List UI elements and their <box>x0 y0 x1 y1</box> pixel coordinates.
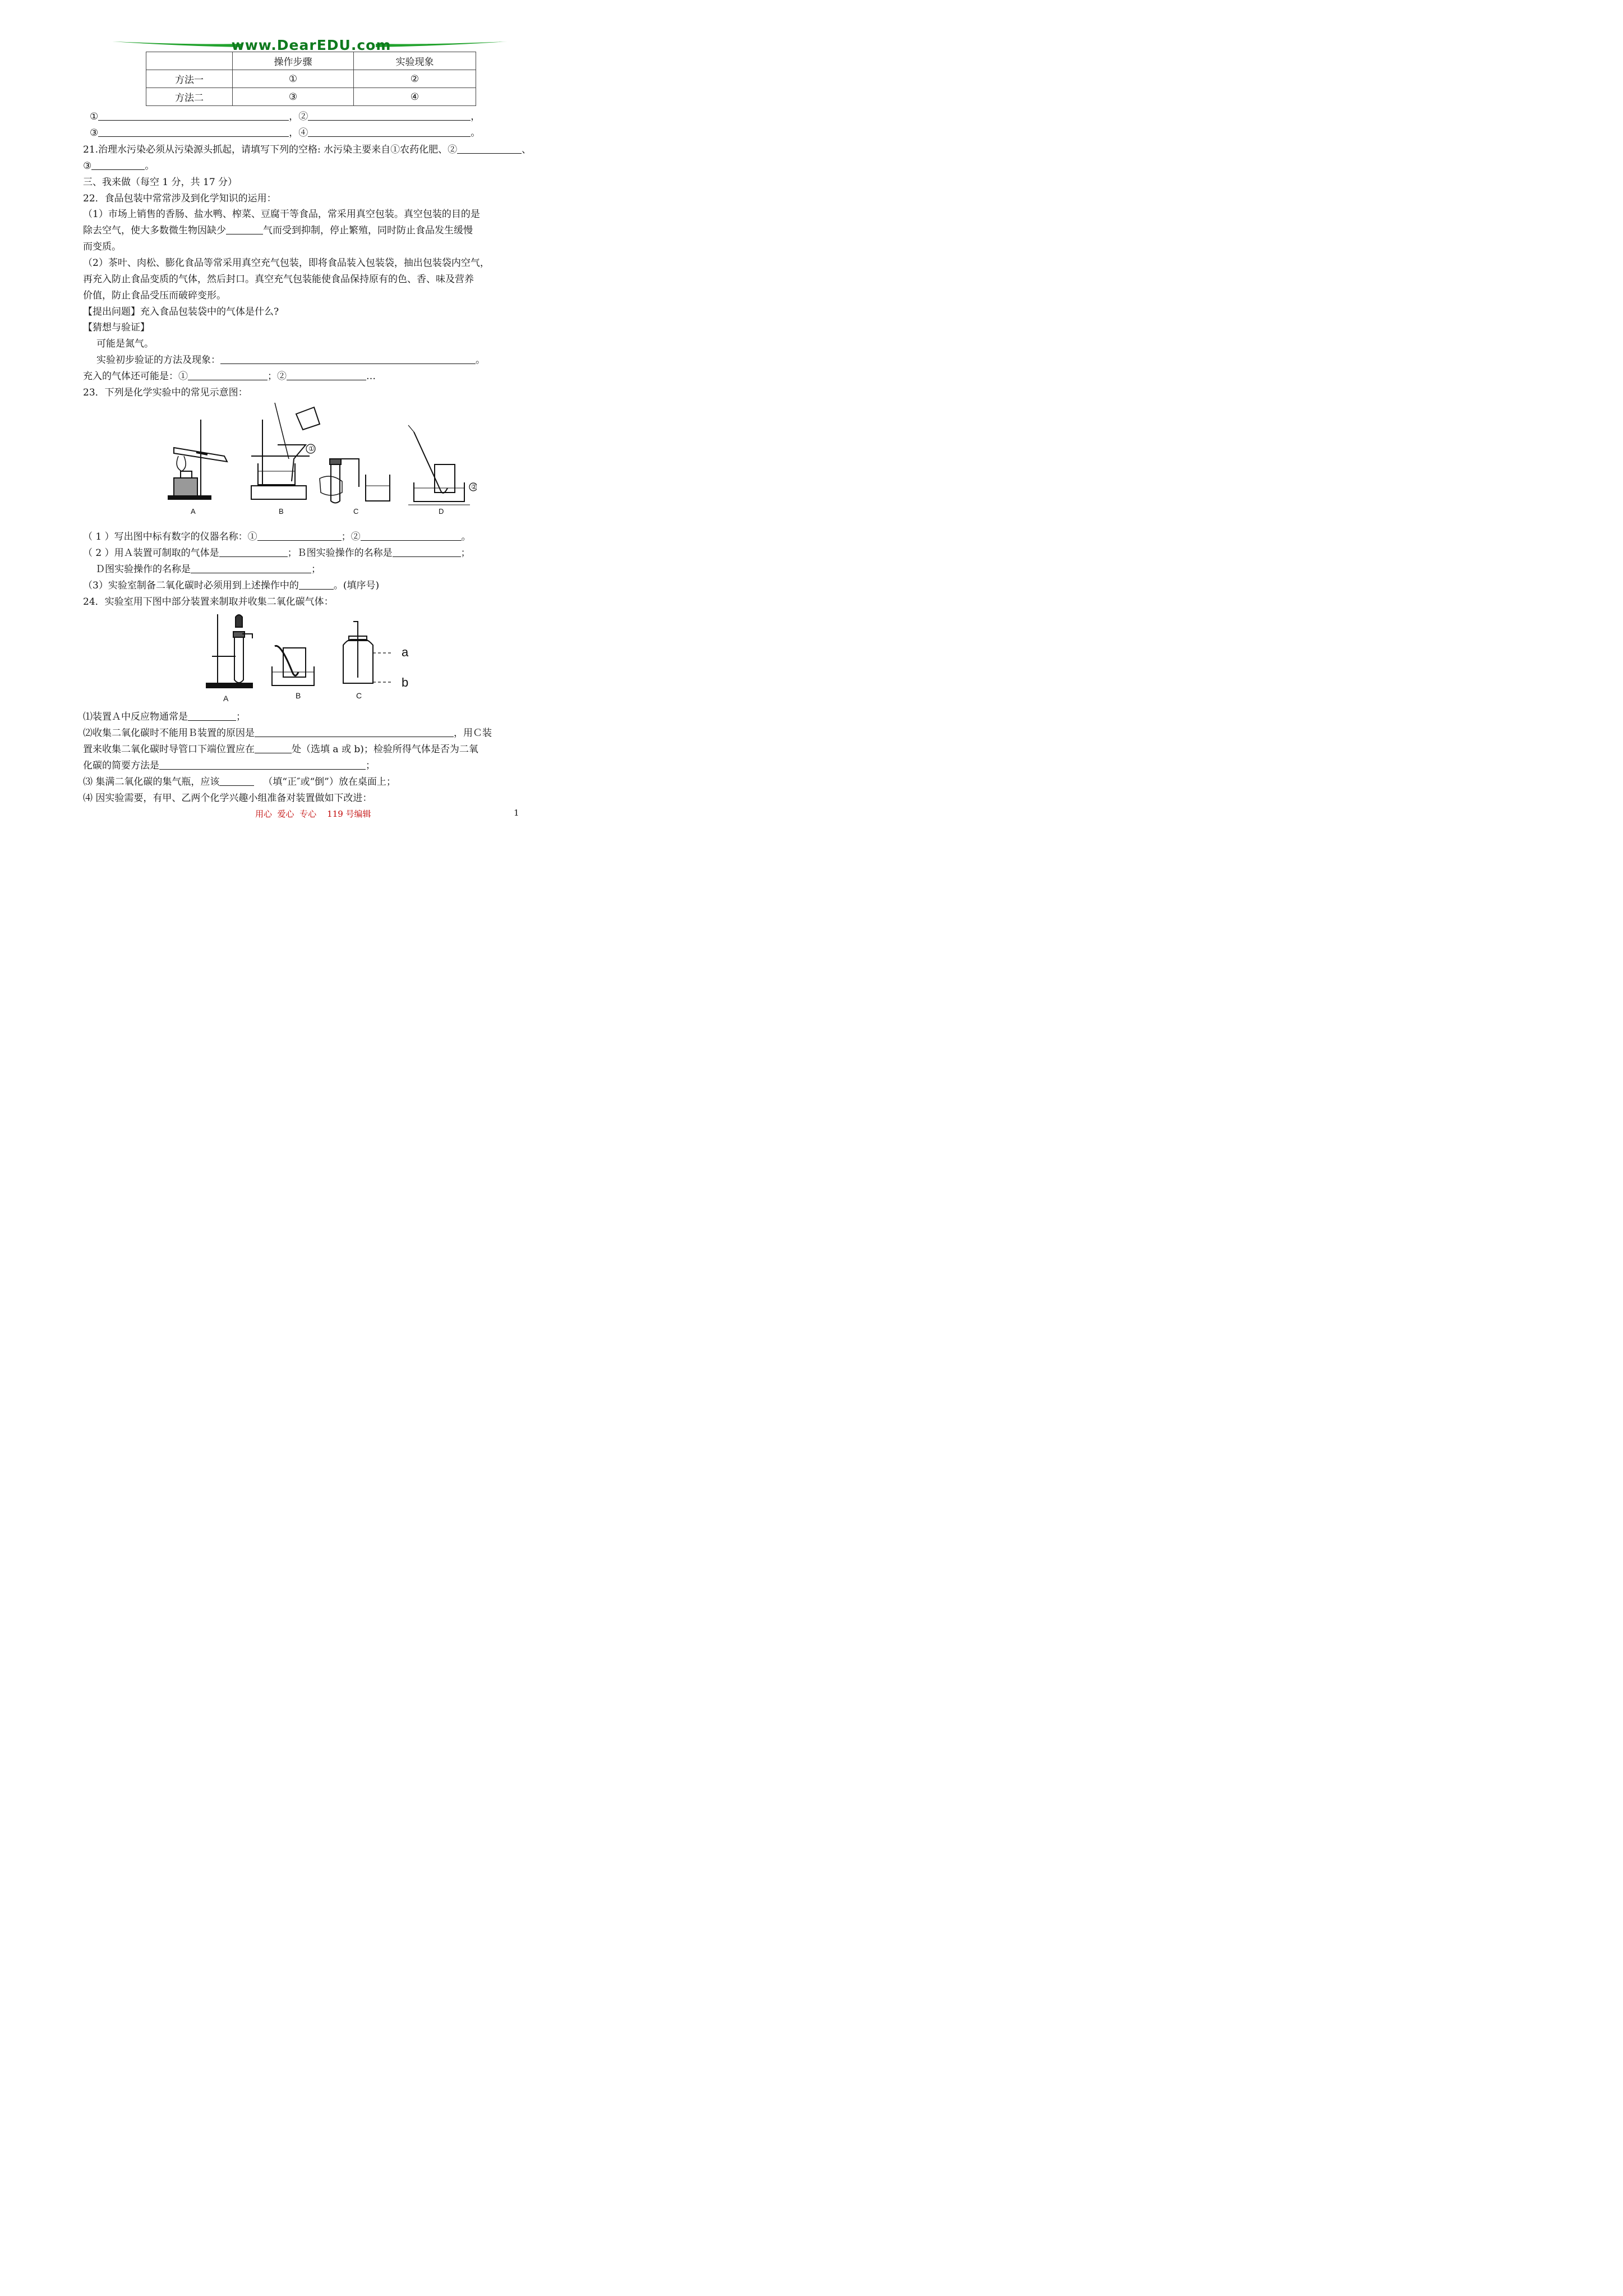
table-header-row <box>146 52 476 70</box>
methods-table <box>146 52 476 106</box>
text: ；Ｂ图实验操作的名称是 <box>287 547 393 559</box>
punct: 。 <box>471 127 481 139</box>
q24-p1 <box>83 711 246 723</box>
page-number: 1 <box>514 808 519 818</box>
blank-2[interactable] <box>308 111 471 121</box>
figure-label-a: A <box>223 694 229 703</box>
figure-label-a: A <box>191 507 196 515</box>
q21-blank-2[interactable] <box>457 144 522 154</box>
punct: ； <box>460 547 471 559</box>
table-header-cell: 实验现象 <box>354 52 476 70</box>
callout-1: ① <box>308 445 315 453</box>
text: 处（选填 a 或 b)；检验所得气体是否为二氧 <box>292 744 478 755</box>
q21-line-2 <box>83 160 154 172</box>
q24-p3 <box>83 776 396 788</box>
q22-other <box>83 370 376 383</box>
figure-label-b: B <box>296 691 301 700</box>
q22-guess: 【猜想与验证】 <box>83 322 150 333</box>
text: （3）实验室制备二氧化碳时必须用到上述操作中的 <box>83 580 299 591</box>
q23-blank-5[interactable] <box>191 564 311 573</box>
q24-blank-2[interactable] <box>255 728 454 737</box>
q22-p1-line2 <box>83 224 473 237</box>
text: 气而受到抑制，停止繁殖，同时防止食品发生缓慢 <box>263 225 473 236</box>
text: （ 1 ）写出图中标有数字的仪器名称：① <box>83 531 257 542</box>
punct: ； <box>311 564 321 575</box>
q22-p1-line1: （1）市场上销售的香肠、盐水鸭、榨菜、豆腐干等食品，常采用真空包装。真空包装的目的是 <box>83 209 480 220</box>
text: Ｄ图实验操作的名称是 <box>95 564 191 575</box>
marker: ③ <box>83 160 92 172</box>
co2-apparatus-c <box>343 622 393 683</box>
punct: 。 <box>476 355 485 366</box>
q24-blank-4[interactable] <box>159 760 366 770</box>
blank-3[interactable] <box>98 127 289 137</box>
q24-title: 24．实验室用下图中部分装置来制取并收集二氧化碳气体： <box>83 596 334 608</box>
figure-label-c: C <box>353 507 359 515</box>
table-cell: 方法二 <box>146 88 233 106</box>
q22-p1-line3: 而变质。 <box>83 241 121 252</box>
q22-blank-gas[interactable] <box>226 225 263 234</box>
punct: 。 <box>461 531 471 542</box>
q24-blank-1[interactable] <box>188 711 236 721</box>
q23-p2c <box>95 563 321 576</box>
q23-title: 23．下列是化学实验中的常见示意图： <box>83 387 248 398</box>
text: 充入的气体还可能是：① <box>83 371 188 382</box>
q22-p2-line1: （2）茶叶、肉松、膨化食品等常采用真空充气包装，即将食品装入包装袋，抽出包装袋内空气， <box>83 257 490 269</box>
q23-blank-3[interactable] <box>219 547 288 557</box>
q24-figure <box>202 611 426 704</box>
answer-line-1 <box>90 111 480 123</box>
q22-maybe: 可能是氮气。 <box>96 338 154 349</box>
q22-blank-verify[interactable] <box>220 355 476 364</box>
table-header-cell <box>146 52 233 70</box>
q24-blank-3[interactable] <box>255 744 292 753</box>
table-row <box>146 88 476 106</box>
apparatus-d <box>408 425 477 505</box>
text: ⑶ 集满二氧化碳的集气瓶，应该 <box>83 776 220 788</box>
co2-apparatus-a <box>206 614 252 688</box>
table-cell: ④ <box>354 88 476 106</box>
text: 除去空气，使大多数微生物因缺少 <box>83 225 226 236</box>
blank-4[interactable] <box>308 127 471 137</box>
table-cell: 方法一 <box>146 70 233 88</box>
q23-blank-2[interactable] <box>361 531 462 541</box>
text: 化碳的简要方法是 <box>83 760 159 771</box>
q24-blank-5[interactable] <box>219 776 254 786</box>
marker: ，② <box>289 111 308 122</box>
text: ⑵收集二氧化碳时不能用Ｂ装置的原因是 <box>83 728 255 739</box>
q22-blank-other1[interactable] <box>188 371 268 380</box>
table-cell: ③ <box>233 88 354 106</box>
apparatus-c <box>320 459 390 503</box>
text: ，用Ｃ装 <box>454 728 492 739</box>
q23-p3 <box>83 579 379 592</box>
apparatus-a <box>168 420 227 499</box>
q22-p2-line2: 再充入防止食品变质的气体，然后封口。真空充气包装能使食品保持原有的色、香、味及营养 <box>83 274 474 285</box>
table-header-cell: 操作步骤 <box>233 52 354 70</box>
marker: ，④ <box>289 127 308 139</box>
q23-p1 <box>83 531 471 543</box>
q22-question: 【提出问题】充入食品包装袋中的气体是什么? <box>83 306 279 318</box>
q24-p2-line1 <box>83 727 492 739</box>
marker: ① <box>90 111 99 122</box>
table-row <box>146 70 476 88</box>
q22-blank-other2[interactable] <box>287 371 366 380</box>
q23-blank-1[interactable] <box>257 531 342 541</box>
table-cell: ② <box>354 70 476 88</box>
text: ；② <box>268 371 287 382</box>
q24-p2-line3 <box>83 760 375 772</box>
q21-blank-3[interactable] <box>91 160 145 170</box>
answer-line-2 <box>90 127 480 139</box>
q21-line-1 <box>83 144 531 156</box>
q23-blank-4[interactable] <box>393 547 461 557</box>
punct: ； <box>366 760 375 771</box>
mark-b: b <box>402 675 409 689</box>
table-cell: ① <box>233 70 354 88</box>
punct: 。 <box>145 160 155 172</box>
text: ⑴装置Ａ中反应物通常是 <box>83 711 188 723</box>
figure-label-c: C <box>356 691 362 700</box>
text: （填“正″或“倒”）放在桌面上； <box>263 776 396 788</box>
q23-blank-6[interactable] <box>299 580 334 590</box>
blank-1[interactable] <box>98 111 289 121</box>
text: 。(填序号) <box>333 580 380 591</box>
punct: ， <box>471 111 481 122</box>
q22-p2-line3: 价值，防止食品受压而破碎变形。 <box>83 290 226 301</box>
text: （ 2 ）用Ａ装置可制取的气体是 <box>83 547 219 559</box>
q23-figure <box>163 403 477 515</box>
apparatus-b <box>251 403 320 499</box>
callout-2: ② <box>471 483 477 491</box>
q22-verify <box>96 354 485 366</box>
text: 实验初步验证的方法及现象： <box>96 355 220 366</box>
text: 置来收集二氧化碳时导管口下端位置应在 <box>83 744 255 755</box>
q22-title: 22．食品包装中常常涉及到化学知识的运用： <box>83 193 276 204</box>
logo-text: www.DearEDU.com <box>231 37 391 53</box>
figure-label-d: D <box>439 507 444 515</box>
marker: ③ <box>90 127 99 139</box>
q24-p4: ⑷ 因实验需要，有甲、乙两个化学兴趣小组准备对装置做如下改进： <box>83 793 372 804</box>
figure-label-b: B <box>279 507 284 515</box>
q23-p2 <box>83 547 471 559</box>
q21-text: 21.治理水污染必须从污染源头抓起，请填写下列的空格: 水污染主要来自①农药化肥、② <box>83 144 458 155</box>
q24-p2-line2 <box>83 743 478 756</box>
co2-apparatus-b <box>272 646 314 685</box>
punct: ； <box>236 711 246 723</box>
mark-a: a <box>402 645 409 659</box>
section-heading: 三、我来做（每空 1 分，共 17 分） <box>83 177 238 188</box>
punct: 、 <box>522 144 532 155</box>
text: ；② <box>341 531 361 542</box>
text: … <box>366 371 376 382</box>
footer-text: 用心 爱心 专心 119 号编辑 <box>255 809 371 819</box>
